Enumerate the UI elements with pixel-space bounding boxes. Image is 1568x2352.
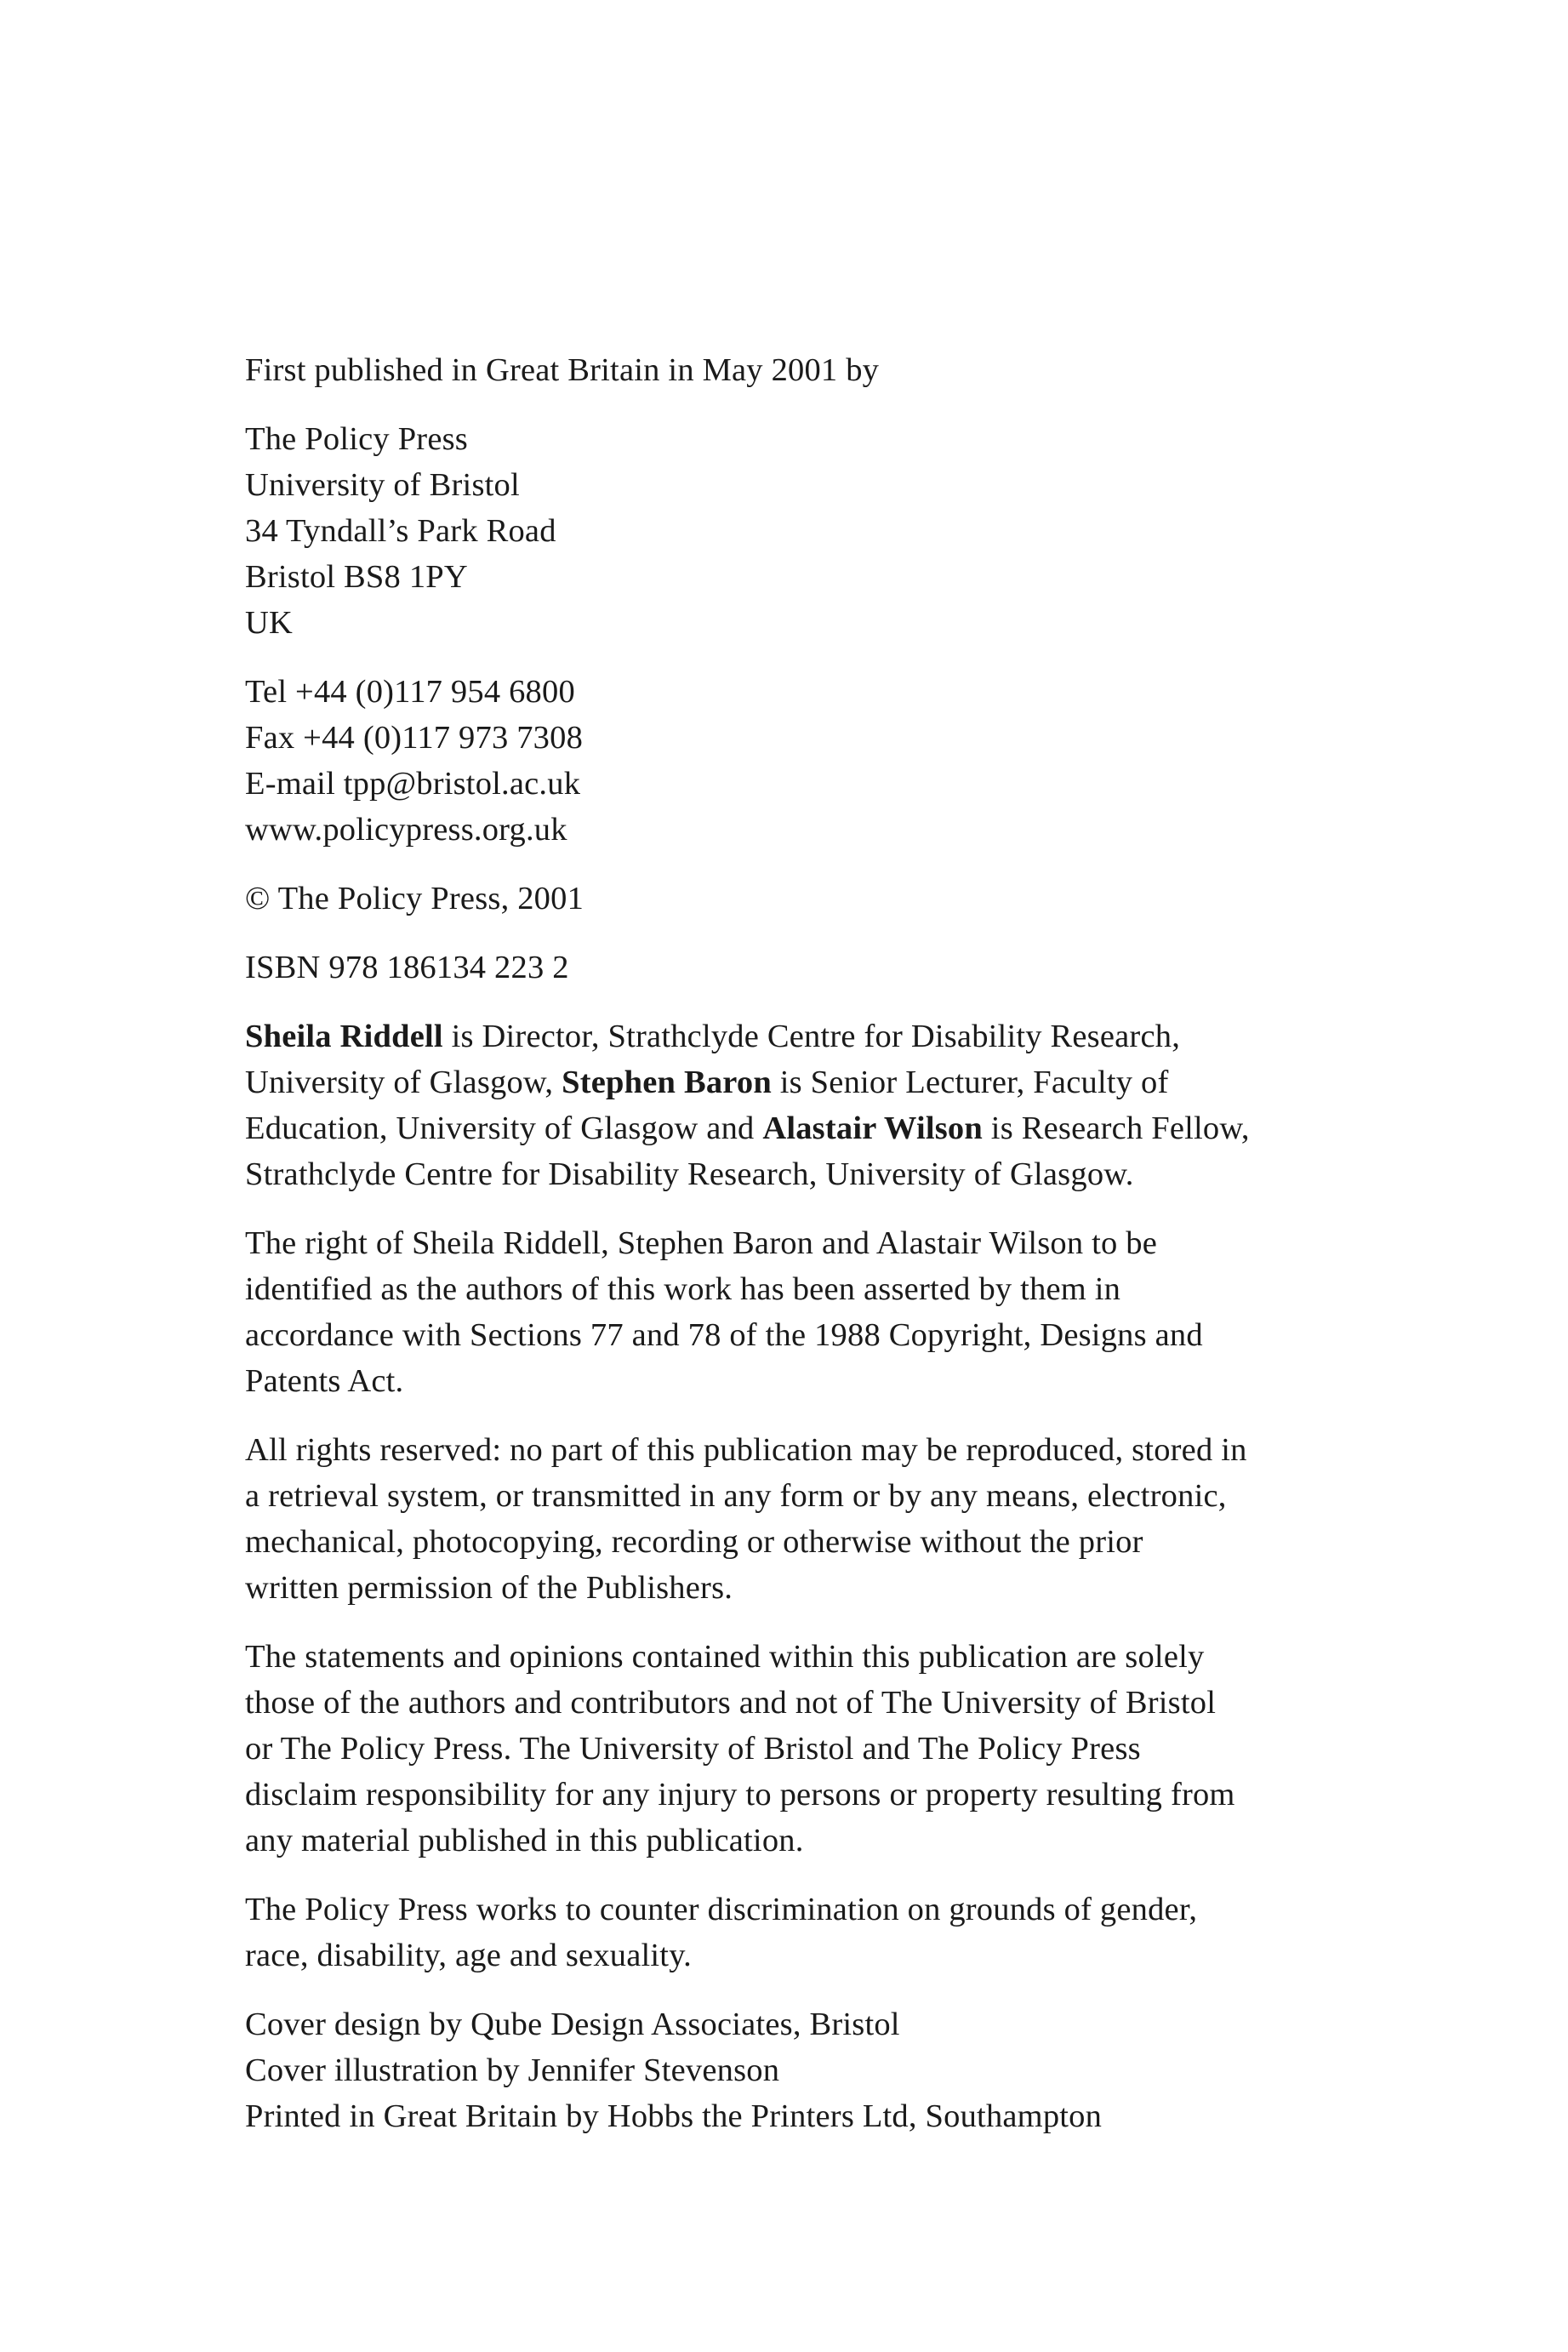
- publisher-name: The Policy Press: [245, 421, 468, 457]
- publisher-address: [245, 416, 1351, 646]
- publisher-institution: University of Bristol: [245, 467, 520, 503]
- disclaimer-line: The statements and opinions contained within this publication are solely: [245, 1639, 1205, 1675]
- cover-design-credit: Cover design by Qube Design Associates, Bristol: [245, 2007, 900, 2042]
- authors-bio-line-3: [245, 1105, 1351, 1151]
- disclaimer-line: any material published in this publication.: [245, 1823, 804, 1858]
- authors-bio-text: University of Glasgow,: [245, 1065, 562, 1100]
- copyright-line: © The Policy Press, 2001: [245, 881, 584, 916]
- publisher-street: 34 Tyndall’s Park Road: [245, 513, 556, 549]
- disclaimer-statement: [245, 1634, 1351, 1864]
- authors-bio-line-4: Strathclyde Centre for Disability Research, University of Glasgow.: [245, 1156, 1134, 1192]
- author-name-baron: Stephen Baron: [562, 1065, 772, 1100]
- contact-email: E-mail tpp@bristol.ac.uk: [245, 766, 581, 802]
- imprint-content: [245, 347, 1351, 2162]
- authors-bio-text: Education, University of Glasgow and: [245, 1110, 763, 1146]
- contact-fax: Fax +44 (0)117 973 7308: [245, 720, 584, 756]
- rights-reserved-line: All rights reserved: no part of this publication may be reproduced, stored in: [245, 1432, 1247, 1468]
- publisher-city: Bristol BS8 1PY: [245, 559, 468, 595]
- moral-rights-line: identified as the authors of this work has been asserted by them in: [245, 1271, 1121, 1307]
- moral-rights-line: Patents Act.: [245, 1363, 404, 1399]
- isbn-line: ISBN 978 186134 223 2: [245, 950, 569, 985]
- printer-credit: Printed in Great Britain by Hobbs the Printers Ltd, Southampton: [245, 2098, 1103, 2134]
- equality-line: The Policy Press works to counter discrimination on grounds of gender,: [245, 1892, 1198, 1927]
- equality-line: race, disability, age and sexuality.: [245, 1938, 692, 1973]
- cover-illustration-credit: Cover illustration by Jennifer Stevenson: [245, 2052, 780, 2088]
- first-published-statement: [245, 347, 1351, 393]
- author-name-wilson: Alastair Wilson: [762, 1110, 983, 1146]
- moral-rights-line: The right of Sheila Riddell, Stephen Baron and Alastair Wilson to be: [245, 1225, 1158, 1261]
- publisher-country: UK: [245, 605, 294, 641]
- rights-reserved-line: written permission of the Publishers.: [245, 1570, 733, 1606]
- authors-bio-line-2: [245, 1059, 1351, 1105]
- author-name-riddell: Sheila Riddell: [245, 1019, 443, 1054]
- disclaimer-line: disclaim responsibility for any injury to persons or property resulting from: [245, 1777, 1235, 1813]
- rights-reserved-line: mechanical, photocopying, recording or otherwise without the prior: [245, 1524, 1143, 1560]
- contact-tel: Tel +44 (0)117 954 6800: [245, 674, 575, 710]
- publisher-contact: [245, 669, 1351, 853]
- rights-reserved-line: a retrieval system, or transmitted in any form or by any means, electronic,: [245, 1478, 1227, 1514]
- authors-bio-text: is Senior Lecturer, Faculty of: [771, 1065, 1169, 1100]
- contact-website: www.policypress.org.uk: [245, 812, 567, 848]
- production-credits: [245, 2001, 1351, 2139]
- isbn-block: [245, 945, 1351, 990]
- copyright-notice: [245, 876, 1351, 922]
- disclaimer-line: or The Policy Press. The University of Bristol and The Policy Press: [245, 1731, 1141, 1767]
- authors-bio: [245, 1013, 1351, 1197]
- rights-reserved-statement: [245, 1427, 1351, 1611]
- authors-bio-text: is Director, Strathclyde Centre for Disability Research,: [442, 1019, 1181, 1054]
- equality-statement: [245, 1887, 1351, 1978]
- moral-rights-statement: [245, 1220, 1351, 1404]
- authors-bio-text: is Research Fellow,: [982, 1110, 1250, 1146]
- moral-rights-line: accordance with Sections 77 and 78 of the 1988 Copyright, Designs and: [245, 1317, 1203, 1353]
- disclaimer-line: those of the authors and contributors and not of The University of Bristol: [245, 1685, 1217, 1721]
- first-published-line: First published in Great Britain in May 2001 by: [245, 352, 880, 388]
- authors-bio-line-1: [245, 1013, 1351, 1059]
